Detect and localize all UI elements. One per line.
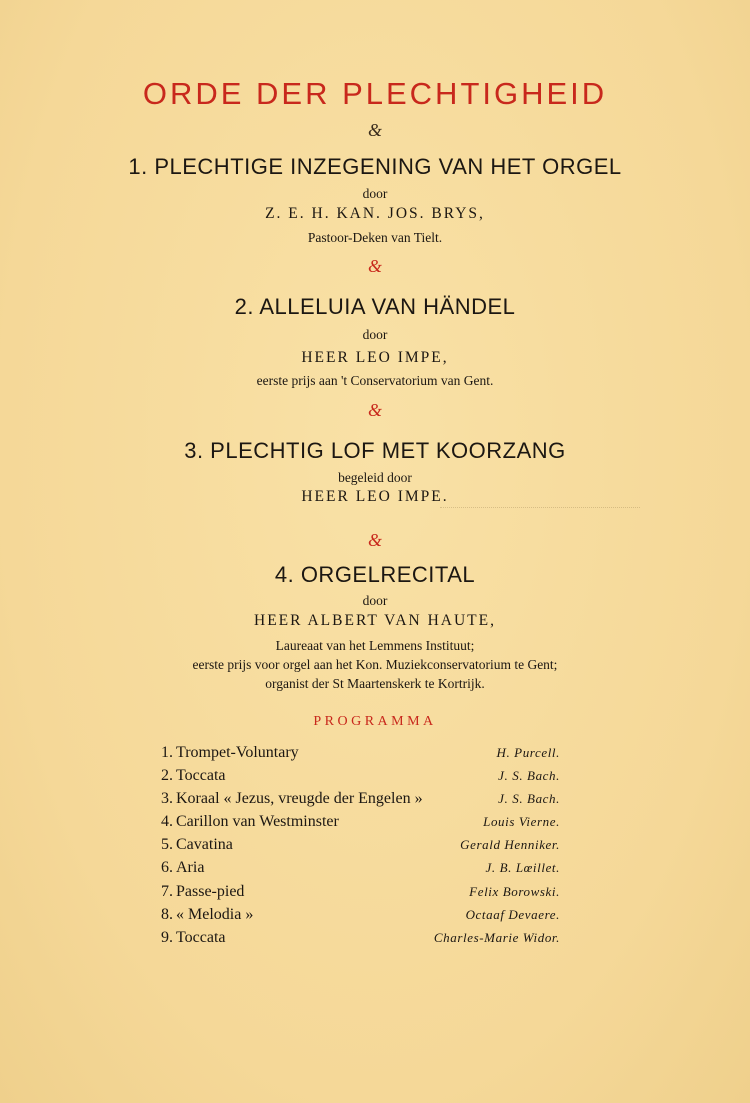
item-number: 4. bbox=[161, 813, 173, 831]
list-item bbox=[140, 883, 560, 906]
list-item bbox=[140, 836, 560, 859]
list-item bbox=[140, 906, 560, 929]
list-item bbox=[140, 767, 560, 790]
item-number: 8. bbox=[161, 905, 173, 923]
section-2-by: door bbox=[362, 327, 388, 342]
list-item bbox=[140, 813, 560, 836]
section-4-desc-1: Laureaat van het Lemmens Instituut; bbox=[275, 638, 475, 653]
item-work: Toccata bbox=[176, 928, 226, 946]
section-4-desc-3: organist der St Maartenskerk te Kortrijk. bbox=[265, 676, 485, 691]
item-number: 1. bbox=[161, 744, 173, 761]
ornament-icon: & bbox=[367, 530, 382, 550]
page-title: ORDE DER PLECHTIGHEID bbox=[142, 76, 608, 111]
list-item bbox=[140, 859, 560, 882]
item-work: Toccata bbox=[176, 767, 226, 785]
section-1-name: Z. E. H. KAN. JOS. BRYS, bbox=[265, 205, 485, 222]
section-1-heading: 1. PLECHTIGE INZEGENING VAN HET ORGEL bbox=[128, 154, 622, 179]
section-2-heading: 2. ALLELUIA VAN HÄNDEL bbox=[234, 294, 516, 319]
item-composer: Louis Vierne. bbox=[483, 814, 560, 830]
item-number: 5. bbox=[161, 836, 173, 854]
ornament-icon: & bbox=[367, 256, 382, 276]
item-number: 3. bbox=[161, 790, 173, 808]
section-3-heading: 3. PLECHTIG LOF MET KOORZANG bbox=[184, 438, 566, 463]
section-3-name: HEER LEO IMPE. bbox=[301, 488, 449, 505]
item-composer: Charles-Marie Widor. bbox=[433, 929, 560, 945]
list-item bbox=[140, 744, 560, 767]
section-4-heading: 4. ORGELRECITAL bbox=[274, 562, 476, 587]
item-work: Trompet-Voluntary bbox=[176, 744, 299, 761]
ornament-icon: & bbox=[367, 120, 382, 140]
item-composer: J. S. Bach. bbox=[498, 768, 560, 784]
item-work: Passe-pied bbox=[176, 882, 245, 900]
section-3-by: begeleid door bbox=[338, 470, 412, 485]
item-number: 7. bbox=[161, 882, 173, 900]
item-composer: Felix Borowski. bbox=[469, 883, 560, 899]
section-4-desc-2: eerste prijs voor orgel aan het Kon. Muziekconservatorium te Gent; bbox=[192, 657, 558, 672]
list-item bbox=[140, 790, 560, 813]
item-composer: H. Purcell. bbox=[496, 745, 560, 760]
item-composer: J. B. Lœillet. bbox=[485, 860, 560, 876]
item-composer: J. S. Bach. bbox=[498, 791, 560, 807]
list-item bbox=[140, 929, 560, 952]
programma-title: PROGRAMMA bbox=[313, 714, 437, 729]
item-composer: Gerald Henniker. bbox=[460, 837, 560, 853]
section-1-by: door bbox=[362, 186, 388, 201]
section-2-name: HEER LEO IMPE, bbox=[301, 349, 449, 366]
section-1-desc: Pastoor-Deken van Tielt. bbox=[307, 230, 443, 245]
item-work: Carillon van Westminster bbox=[176, 813, 339, 831]
item-number: 2. bbox=[161, 767, 173, 785]
item-work: Aria bbox=[176, 859, 205, 877]
section-4-name: HEER ALBERT VAN HAUTE, bbox=[254, 612, 496, 629]
fold-line bbox=[440, 507, 640, 508]
item-number: 9. bbox=[161, 928, 173, 946]
section-4-by: door bbox=[362, 593, 388, 608]
section-2-desc: eerste prijs aan 't Conservatorium van Gent. bbox=[256, 373, 494, 388]
item-composer: Octaaf Devaere. bbox=[465, 906, 560, 922]
item-work: « Melodia » bbox=[176, 905, 254, 923]
item-work: Cavatina bbox=[176, 836, 233, 854]
item-work: Koraal « Jezus, vreugde der Engelen » bbox=[176, 790, 423, 808]
ornament-icon: & bbox=[367, 400, 382, 420]
item-number: 6. bbox=[161, 859, 173, 877]
programma-list bbox=[140, 744, 560, 952]
